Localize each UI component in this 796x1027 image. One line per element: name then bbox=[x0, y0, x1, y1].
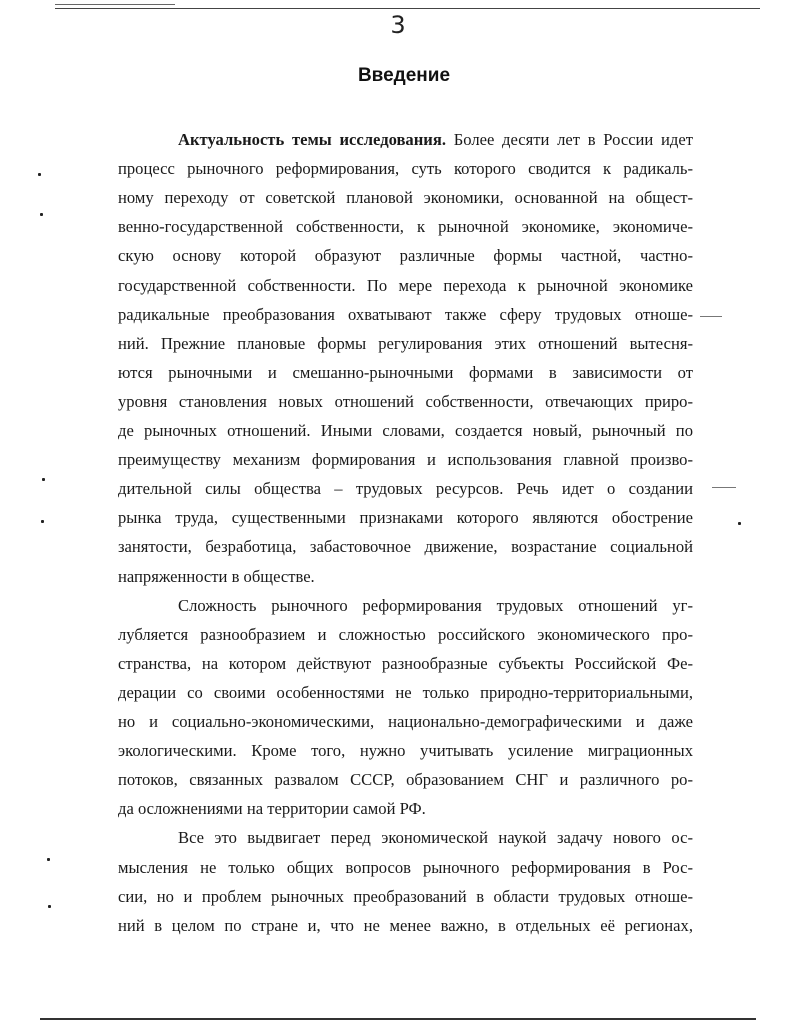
line-text: экологическими. Кроме того, нужно учитывать усиление миграционных bbox=[118, 741, 693, 761]
text-line bbox=[118, 506, 693, 530]
scan-speck bbox=[40, 213, 43, 216]
line-text: де рыночных отношений. Иными словами, создается новый, рыночный по bbox=[118, 421, 693, 440]
text-line bbox=[118, 739, 693, 763]
line-text: Все это выдвигает перед экономической наукой задачу нового ос- bbox=[178, 828, 693, 848]
text-line bbox=[118, 361, 693, 385]
text-line bbox=[118, 303, 693, 327]
line-text: венно-государственной собственности, к рыночной экономике, экономиче- bbox=[118, 217, 693, 237]
text-line bbox=[118, 419, 693, 443]
line-text: дерации со своими особенностями не только природно-территориальными, bbox=[118, 682, 693, 702]
line-text: уровня становления новых отношений собственности, отвечающих приро- bbox=[118, 391, 693, 411]
text-line bbox=[178, 594, 693, 618]
line-text: Сложность рыночного реформирования трудовых отношений уг- bbox=[178, 595, 693, 615]
text-line bbox=[178, 128, 693, 152]
line-text: ний в целом по стране и, что не менее важно, в отдельных её регионах, bbox=[118, 915, 693, 935]
text-line bbox=[118, 710, 693, 734]
line-text: ному переходу от советской плановой экономики, основанной на общест- bbox=[118, 188, 693, 208]
text-line bbox=[118, 681, 693, 705]
scan-speck bbox=[41, 520, 44, 523]
text-line bbox=[118, 448, 693, 472]
line-text: да осложнениями на территории самой РФ. bbox=[118, 799, 426, 819]
text-line bbox=[118, 477, 693, 501]
text-line bbox=[118, 565, 693, 589]
line-text: ются рыночными и смешанно-рыночными формами в зависимости от bbox=[118, 362, 693, 382]
line-text: преимуществу механизм формирования и использования главной произво- bbox=[118, 450, 693, 470]
scan-speck bbox=[38, 173, 41, 176]
line-text: потоков, связанных развалом СССР, образованием СНГ и различного ро- bbox=[118, 770, 693, 790]
text-line bbox=[118, 768, 693, 792]
text-line bbox=[118, 623, 693, 647]
text-line bbox=[118, 535, 693, 559]
line-text: дительной силы общества – трудовых ресурсов. Речь идет о создании bbox=[118, 479, 693, 499]
text-line bbox=[118, 215, 693, 239]
line-text: напряженности в обществе. bbox=[118, 566, 315, 586]
text-line bbox=[118, 157, 693, 181]
line-text: Более десяти лет в России идет bbox=[445, 130, 693, 149]
text-line bbox=[118, 856, 693, 880]
line-text: радикальные преобразования охватывают также сферу трудовых отноше- bbox=[118, 304, 693, 324]
text-line bbox=[118, 390, 693, 414]
line-text: но и социально-экономическими, национально-демографическими и даже bbox=[118, 712, 693, 731]
line-text: лубляется разнообразием и сложностью российского экономического про- bbox=[118, 624, 693, 644]
text-line bbox=[118, 914, 693, 938]
scan-speck bbox=[48, 905, 51, 908]
text-line bbox=[118, 186, 693, 210]
scan-bottom-rule bbox=[40, 1018, 756, 1020]
scan-speck bbox=[47, 858, 50, 861]
line-text: процесс рыночного реформирования, суть которого сводится к радикаль- bbox=[118, 159, 693, 179]
text-line bbox=[118, 244, 693, 268]
text-line bbox=[118, 885, 693, 909]
text-line bbox=[178, 826, 693, 850]
text-line bbox=[118, 332, 693, 356]
page-number: 3 bbox=[390, 11, 406, 39]
line-text: мысления не только общих вопросов рыночного реформирования в Рос- bbox=[118, 857, 693, 877]
text-line bbox=[118, 274, 693, 298]
page-heading: Введение bbox=[357, 65, 451, 86]
line-text: занятости, безработица, забастовочное движение, возрастание социальной bbox=[118, 537, 693, 557]
text-line bbox=[118, 652, 693, 676]
scan-mark bbox=[700, 316, 722, 317]
line-text: ний. Прежние плановые формы регулирования этих отношений вытесня- bbox=[118, 333, 693, 353]
line-text: сии, но и проблем рыночных преобразований в области трудовых отноше- bbox=[118, 886, 693, 906]
scan-top-rule-short bbox=[55, 4, 175, 5]
section-lead: Актуальность темы исследования. bbox=[178, 130, 446, 149]
scan-speck bbox=[738, 522, 741, 525]
line-text: скую основу которой образуют различные формы частной, частно- bbox=[118, 246, 693, 266]
scan-speck bbox=[42, 478, 45, 481]
line-text: странства, на котором действуют разнообразные субъекты Российской Фе- bbox=[118, 653, 693, 673]
line-text: рынка труда, существенными признаками которого являются обострение bbox=[118, 508, 693, 528]
scan-mark bbox=[712, 487, 736, 488]
text-line bbox=[118, 797, 693, 821]
line-text: государственной собственности. По мере перехода к рыночной экономике bbox=[118, 275, 693, 295]
